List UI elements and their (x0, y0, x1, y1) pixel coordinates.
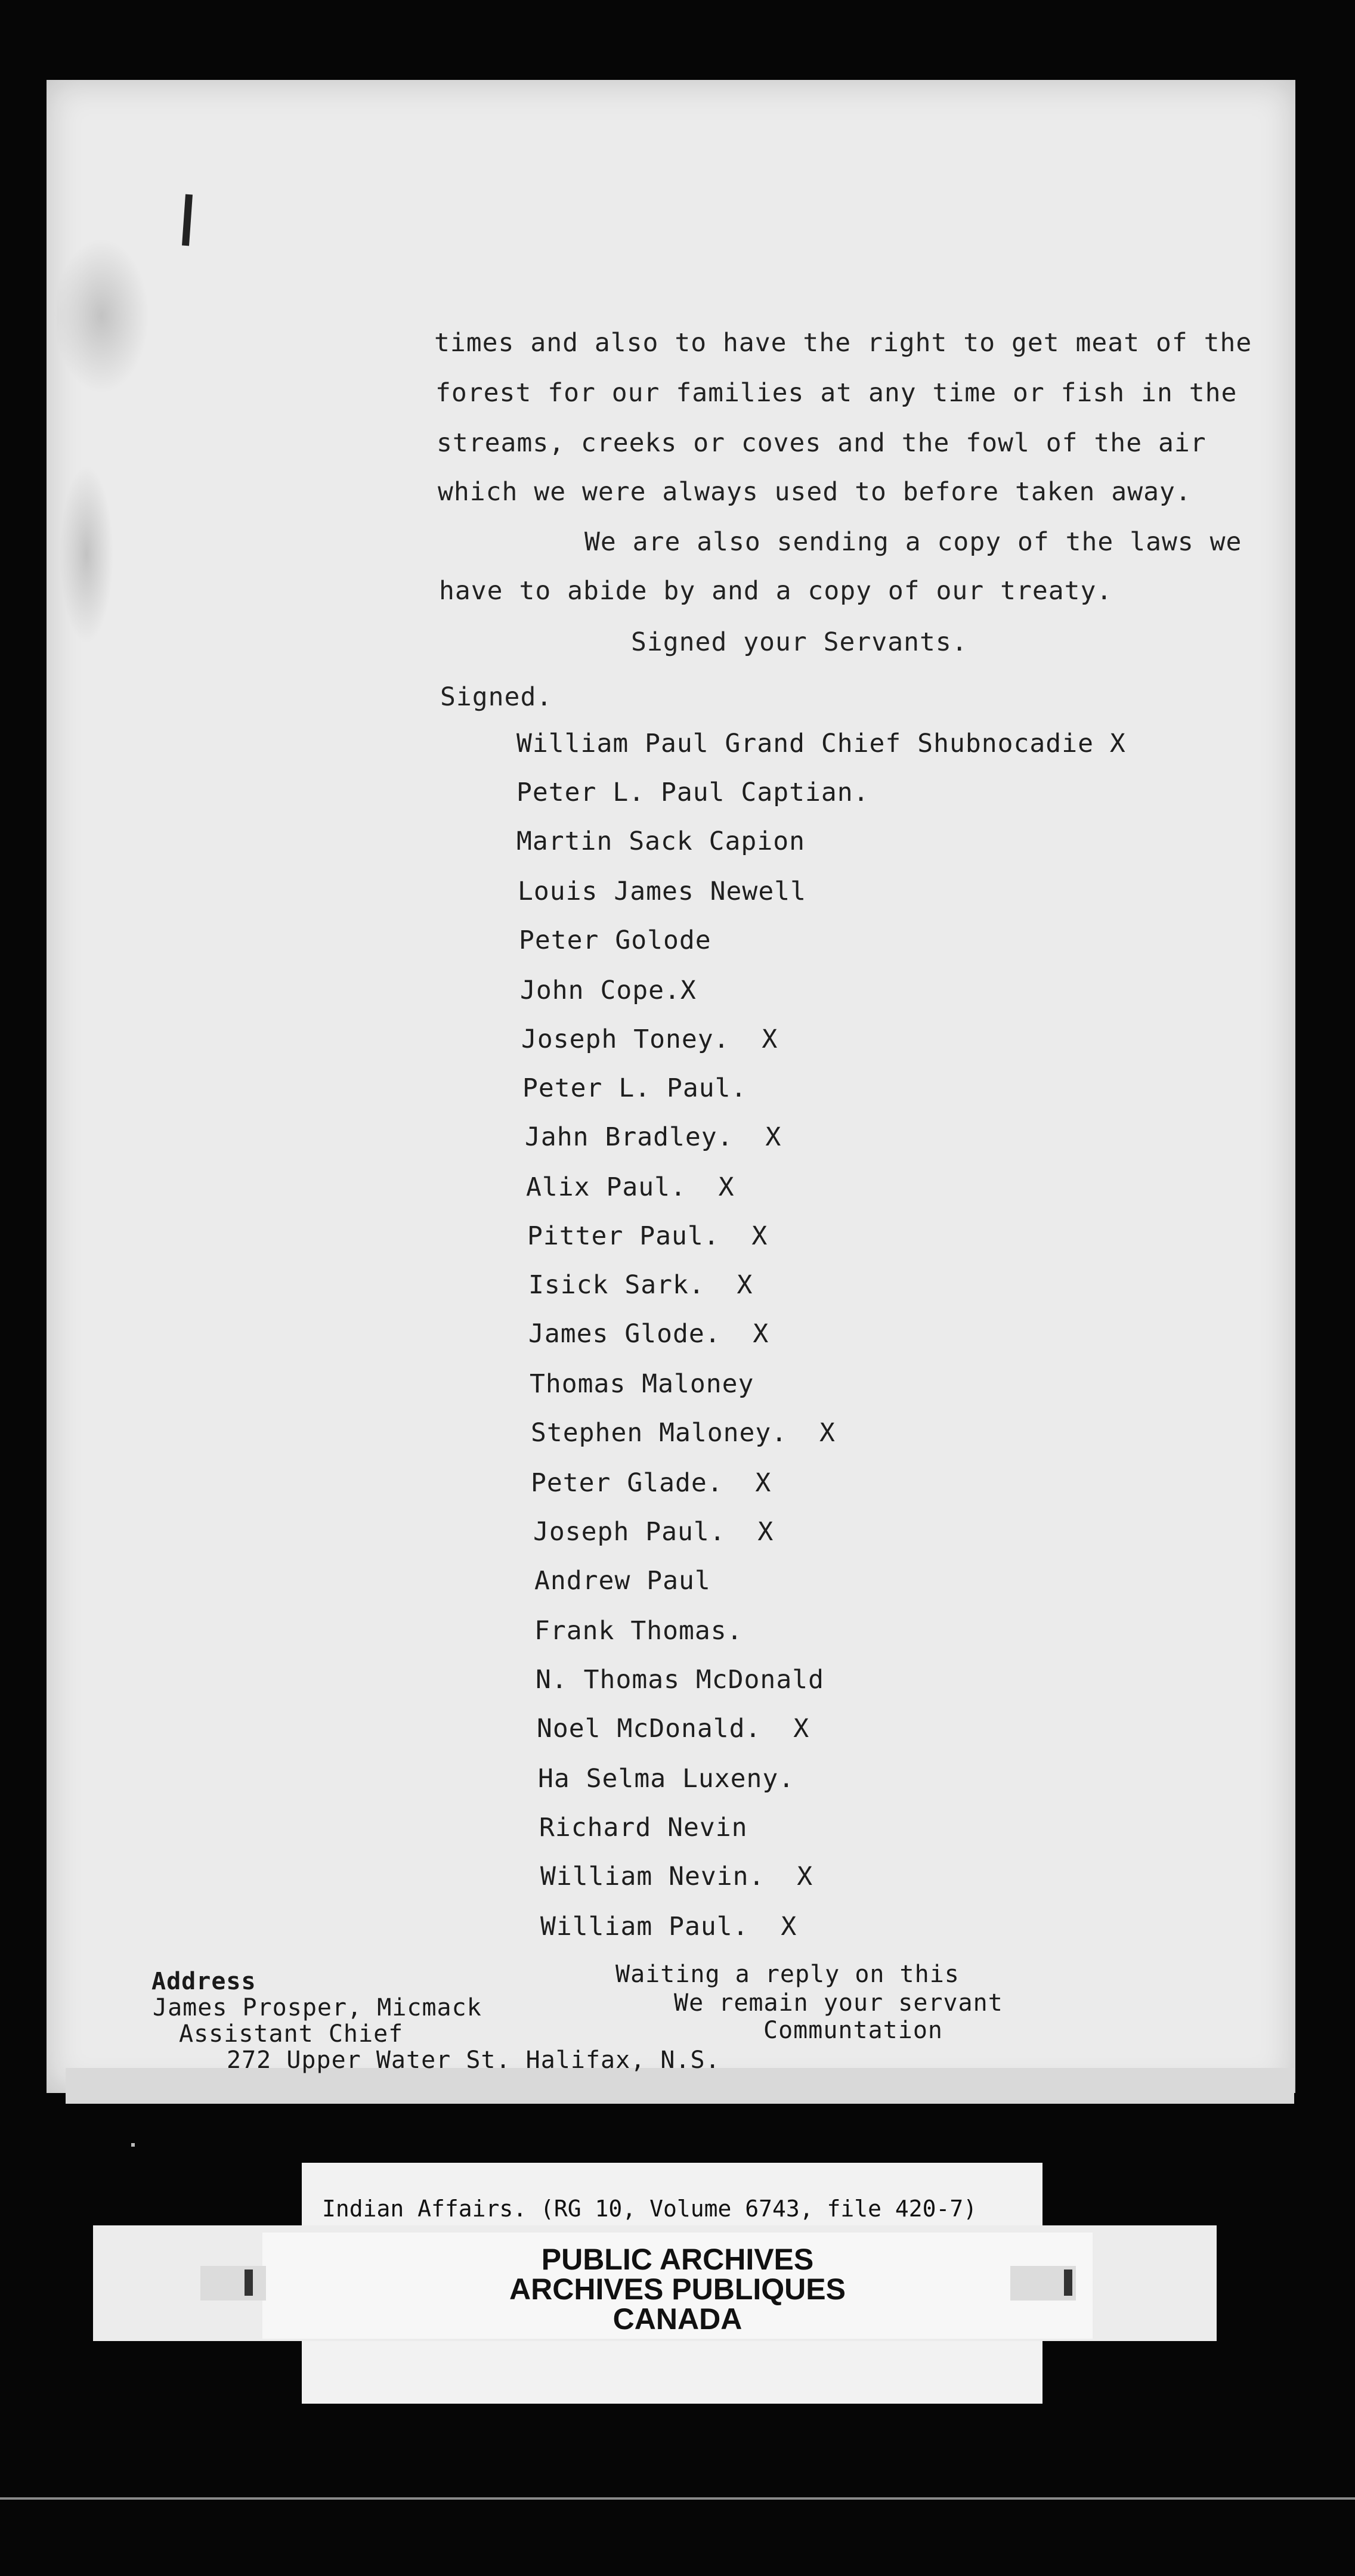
signature-line: Alix Paul. X (526, 1172, 735, 1202)
closing-line: Communtation (763, 2017, 943, 2044)
letter-line: forest for our families at any time or fish in the (435, 378, 1238, 408)
signature-line: Peter L. Paul. (522, 1073, 747, 1103)
signature-line: William Paul. X (540, 1912, 797, 1942)
page-smudge (54, 239, 149, 394)
signature-line: William Paul Grand Chief Shubnocadie X (516, 729, 1126, 758)
signature-line: Martin Sack Capion (516, 826, 805, 856)
sender-street: 272 Upper Water St. Halifax, N.S. (227, 2046, 720, 2074)
signature-line: N. Thomas McDonald (536, 1665, 824, 1695)
signature-line: Jahn Bradley. X (525, 1122, 782, 1152)
letter-line: have to abide by and a copy of our treaty. (439, 576, 1113, 606)
address-label: Address (151, 1968, 256, 1995)
signature-line: Frank Thomas. (534, 1616, 743, 1646)
stamp-tab-mark (245, 2270, 253, 2296)
signature-line: Peter Glade. X (531, 1468, 772, 1498)
signature-line: John Cope.X (520, 976, 697, 1005)
signature-line: William Nevin. X (540, 1862, 813, 1891)
signature-line: Isick Sark. X (528, 1270, 753, 1300)
signature-line: Joseph Toney. X (521, 1024, 778, 1054)
stamp-line-public-archives: PUBLIC ARCHIVES (541, 2243, 814, 2276)
signature-line: Ha Selma Luxeny. (538, 1764, 795, 1794)
signature-line: Andrew Paul (534, 1566, 711, 1596)
signature-line: James Glode. X (528, 1319, 769, 1349)
stamp-tab-left (200, 2266, 266, 2301)
signature-line: Peter L. Paul Captian. (516, 778, 870, 807)
letter-line: times and also to have the right to get meat of the (434, 328, 1252, 358)
closing-line: Waiting a reply on this (615, 1961, 960, 1988)
page-smudge (60, 465, 113, 644)
closing-line: We remain your servant (674, 1989, 1003, 2017)
sender-title: Assistant Chief (179, 2020, 404, 2048)
signature-line: Peter Golode (519, 925, 711, 955)
signature-line: Joseph Paul. X (533, 1517, 774, 1547)
letter-line: which we were always used to before taken away. (438, 477, 1192, 507)
signature-line: Louis James Newell (518, 877, 806, 906)
letter-line: streams, creeks or coves and the fowl of the air (437, 428, 1206, 458)
signature-line: Pitter Paul. X (527, 1221, 768, 1251)
signature-line: Thomas Maloney (530, 1369, 754, 1399)
frame-rule (0, 2497, 1355, 2500)
archive-reference: Indian Affairs. (RG 10, Volume 6743, file 420-7) (322, 2196, 977, 2222)
signature-line: Noel McDonald. X (537, 1714, 810, 1744)
stamp-line-canada: CANADA (612, 2302, 743, 2336)
letter-line: Signed your Servants. (631, 627, 968, 657)
letter-line: We are also sending a copy of the laws we (584, 527, 1242, 557)
signed-heading: Signed. (440, 682, 553, 712)
stamp-line-archives-publiques: ARCHIVES PUBLIQUES (509, 2272, 846, 2306)
sender-name: James Prosper, Micmack (153, 1994, 482, 2021)
signature-line: Richard Nevin (539, 1813, 748, 1843)
paper-speck (131, 2143, 135, 2147)
signature-line: Stephen Maloney. X (531, 1418, 836, 1448)
